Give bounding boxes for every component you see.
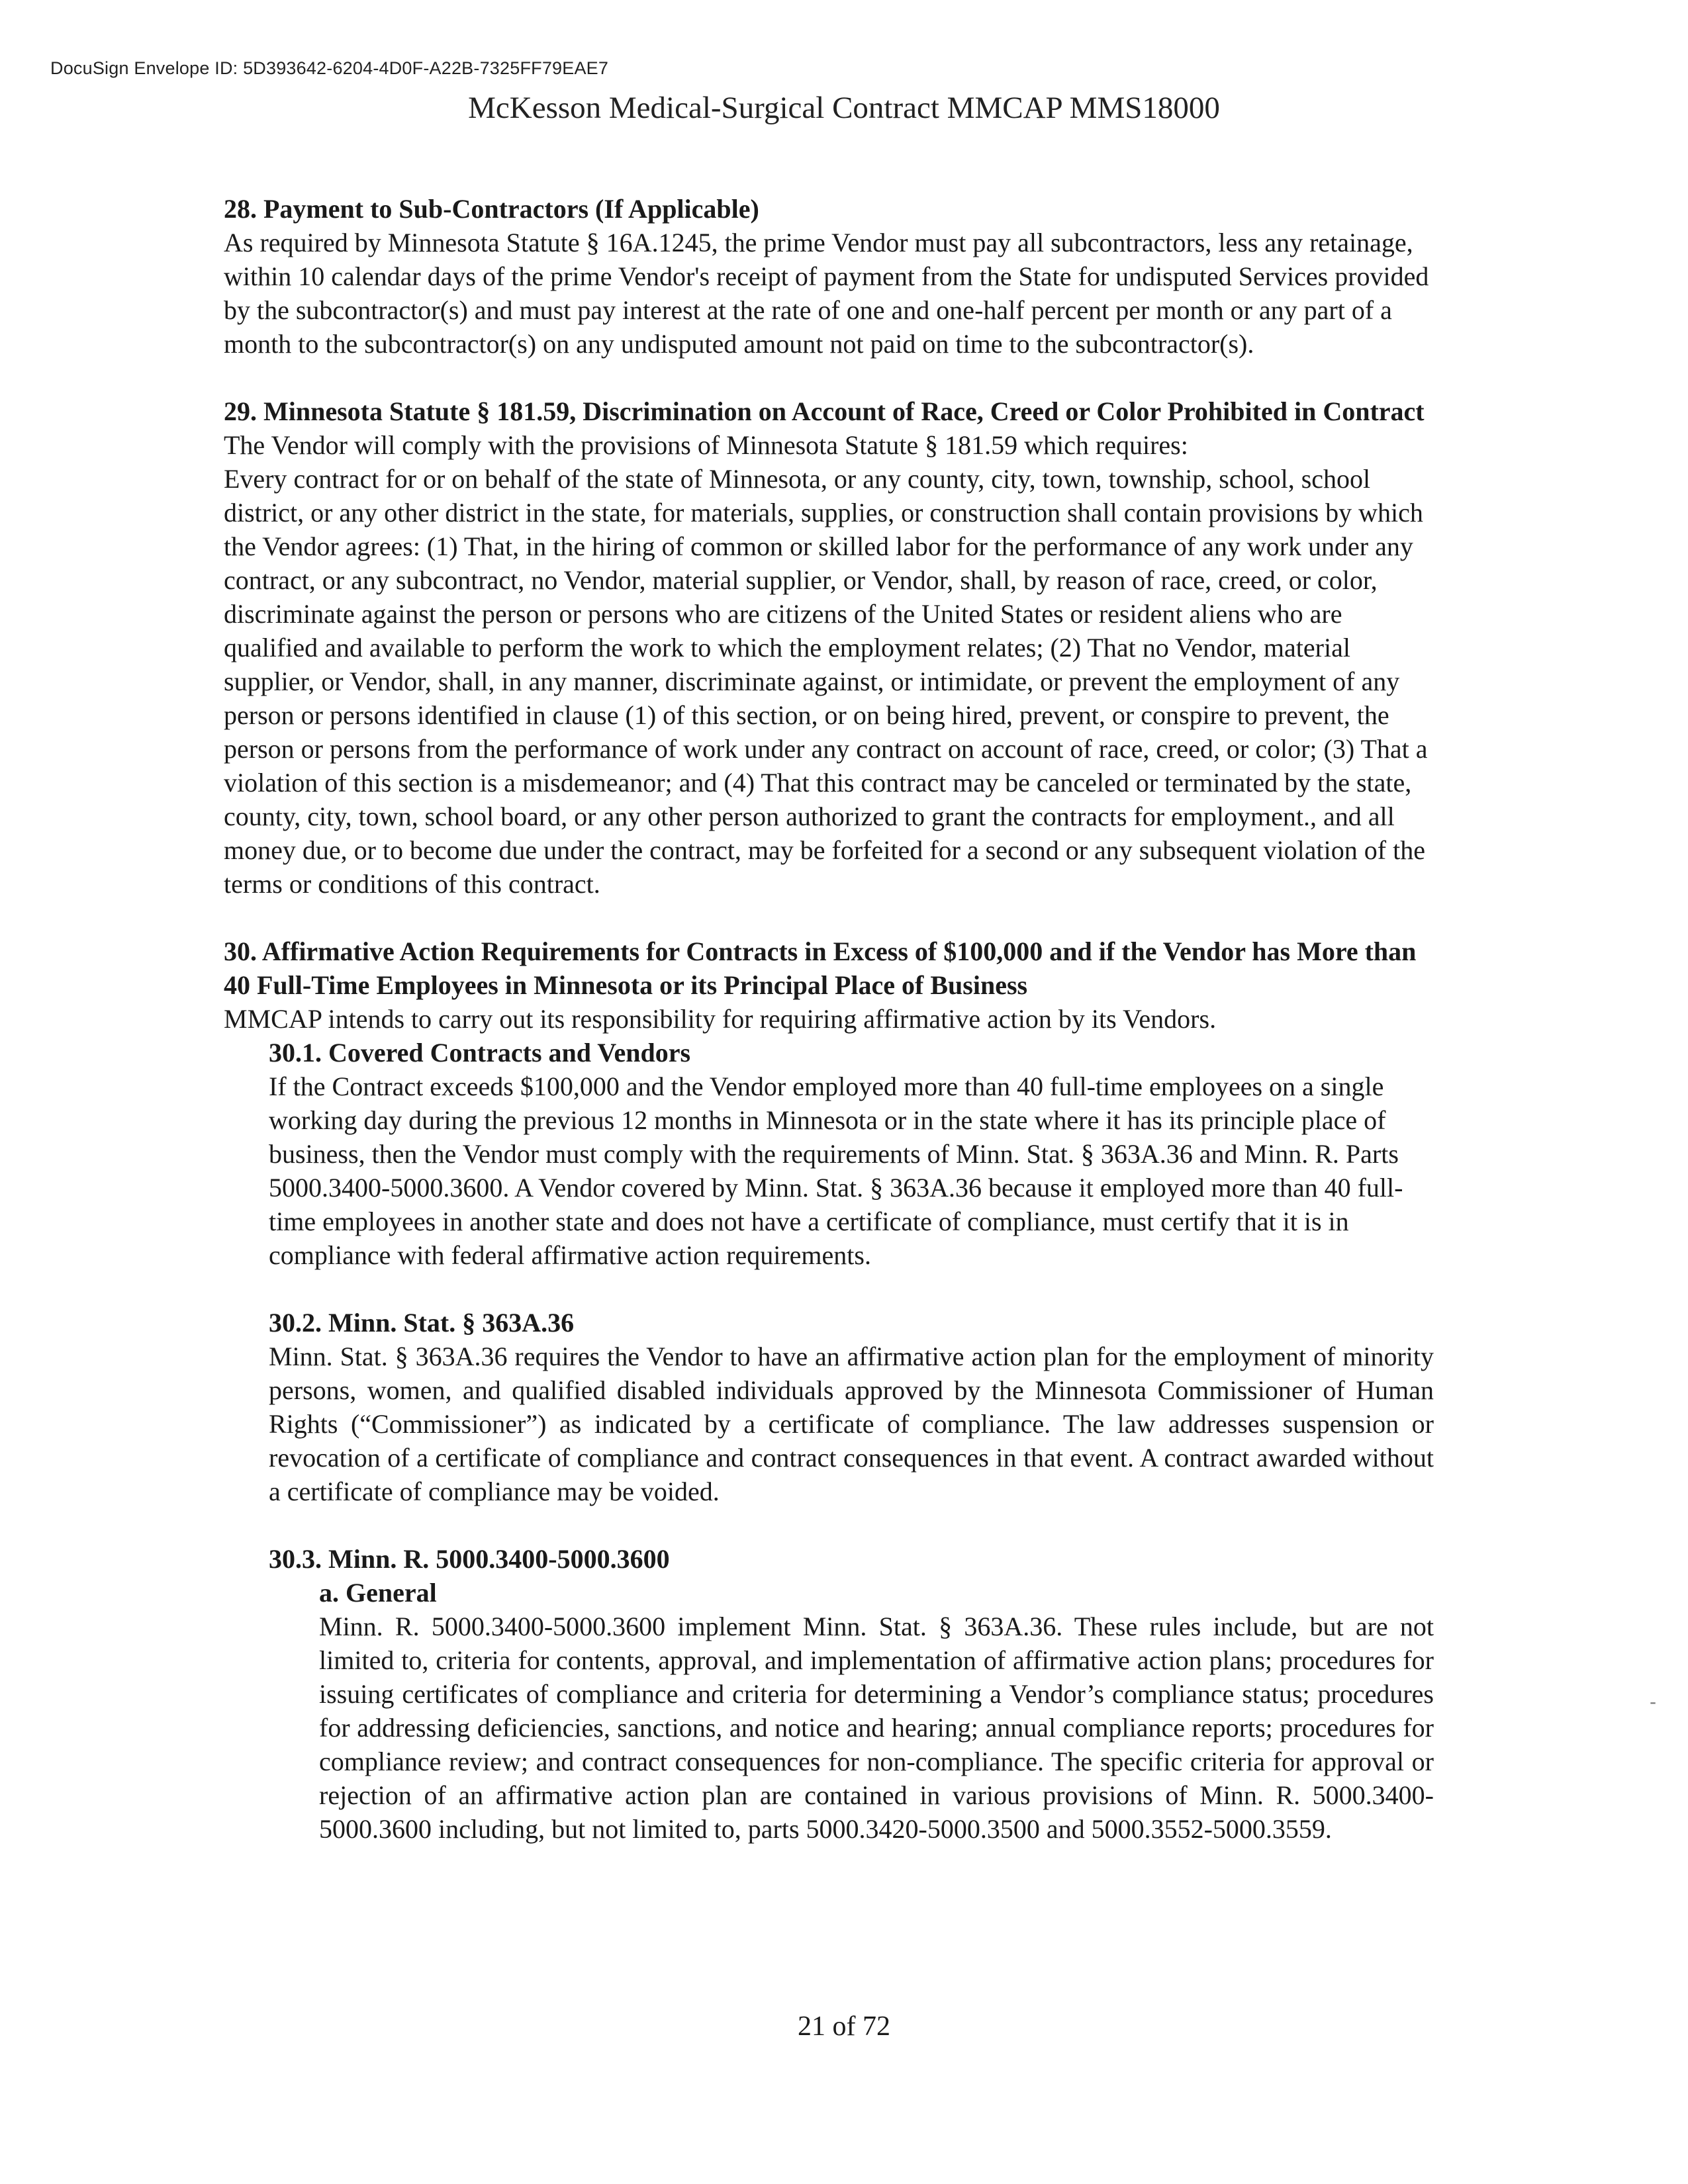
section-30-3-a-title: a. General — [319, 1578, 437, 1608]
margin-mark: - — [1650, 1691, 1657, 1713]
section-30-3-a — [224, 1576, 1434, 1846]
docusign-envelope-id: DocuSign Envelope ID: 5D393642-6204-4D0F-A22B-7325FF79EAE7 — [50, 58, 609, 78]
section-29-intro: The Vendor will comply with the provisions of Minnesota Statute § 181.59 which requires: — [224, 430, 1188, 460]
section-30-2-body: Minn. Stat. § 363A.36 requires the Vendor to have an affirmative action plan for the employment of minority persons, women, and qualified disabled individuals approved by the Minnesota Commissioner of Human Rights (“Commissioner”) as indicated by a certificate of compliance. The law addresses suspension or revocation of a certificate of compliance and contract consequences in that event. A contract awarded without a certificate of compliance may be voided. — [269, 1342, 1434, 1506]
contract-header: McKesson Medical-Surgical Contract MMCAP MMS18000 — [468, 91, 1220, 125]
section-30-3-a-body: Minn. R. 5000.3400-5000.3600 implement Minn. Stat. § 363A.36. These rules include, but are not limited to, criteria for contents, approval, and implementation of affirmative action plans; procedures for issuing certificates of compliance and criteria for determining a Vendor’s compliance status; procedures for addressing deficiencies, sanctions, and notice and hearing; annual compliance reports; procedures for compliance review; and contract consequences for non-compliance. The specific criteria for approval or rejection of an affirmative action plan are contained in various provisions of Minn. R. 5000.3400-5000.3600 including, but not limited to, parts 5000.3420-5000.3500 and 5000.3552-5000.3559. — [319, 1612, 1434, 1844]
section-30 — [224, 934, 1434, 1846]
section-29-title: 29. Minnesota Statute § 181.59, Discrimination on Account of Race, Creed or Color Prohibited in Contract — [224, 396, 1425, 426]
section-29-body: Every contract for or on behalf of the state of Minnesota, or any county, city, town, township, school, school district, or any other district in the state, for materials, supplies, or construction shall contain provisions by which the Vendor agrees: (1) That, in the hiring of common or skilled labor for the performance of any work under any contract, or any subcontract, no Vendor, material supplier, or Vendor, shall, by reason of race, creed, or color, discriminate against the person or persons who are citizens of the United States or resident aliens who are qualified and available to perform the work to which the employment relates; (2) That no Vendor, material supplier, or Vendor, shall, in any manner, discriminate against, or intimidate, or prevent the employment of any person or persons identified in clause (1) of this section, or on being hired, prevent, or conspire to prevent, the person or persons from the performance of work under any contract on account of race, creed, or color; (3) That a violation of this section is a misdemeanor; and (4) That this contract may be canceled or terminated by the state, county, city, town, school board, or any other person authorized to grant the contracts for employment., and all money due, or to become due under the contract, may be forfeited for a second or any subsequent violation of the terms or conditions of this contract. — [224, 464, 1428, 899]
section-28-title: 28. Payment to Sub-Contractors (If Applicable) — [224, 194, 759, 224]
section-30-2 — [224, 1306, 1434, 1508]
section-30-2-title: 30.2. Minn. Stat. § 363A.36 — [269, 1308, 575, 1338]
page-number: 21 of 72 — [798, 2011, 890, 2042]
section-28-body: As required by Minnesota Statute § 16A.1245, the prime Vendor must pay all subcontractors, less any retainage, within 10 calendar days of the prime Vendor's receipt of payment from the State for undisputed Services provided by the subcontractor(s) and must pay interest at the rate of one and one-half percent per month or any part of a month to the subcontractor(s) on any undisputed amount not paid on time to the subcontractor(s). — [224, 228, 1429, 359]
document-body — [224, 192, 1434, 1846]
section-28 — [224, 192, 1434, 361]
section-29 — [224, 394, 1434, 901]
section-30-1-title: 30.1. Covered Contracts and Vendors — [269, 1038, 691, 1068]
section-30-3-title: 30.3. Minn. R. 5000.3400-5000.3600 — [269, 1544, 670, 1574]
section-30-1-body: If the Contract exceeds $100,000 and the Vendor employed more than 40 full-time employees on a single working day during the previous 12 months in Minnesota or in the state where it has its principle place of business, then the Vendor must comply with the requirements of Minn. Stat. § 363A.36 and Minn. R. Parts 5000.3400-5000.3600. A Vendor covered by Minn. Stat. § 363A.36 because it employed more than 40 full-time employees in another state and does not have a certificate of compliance, must certify that it is in compliance with federal affirmative action requirements. — [269, 1071, 1403, 1270]
section-30-3 — [224, 1542, 1434, 1576]
section-30-title: 30. Affirmative Action Requirements for Contracts in Excess of $100,000 and if the Vendor has More than 40 Full-Time Employees in Minnesota or its Principal Place of Business — [224, 936, 1417, 1000]
section-30-intro: MMCAP intends to carry out its responsibility for requiring affirmative action by its Vendors. — [224, 1004, 1217, 1034]
section-30-1 — [224, 1036, 1434, 1272]
